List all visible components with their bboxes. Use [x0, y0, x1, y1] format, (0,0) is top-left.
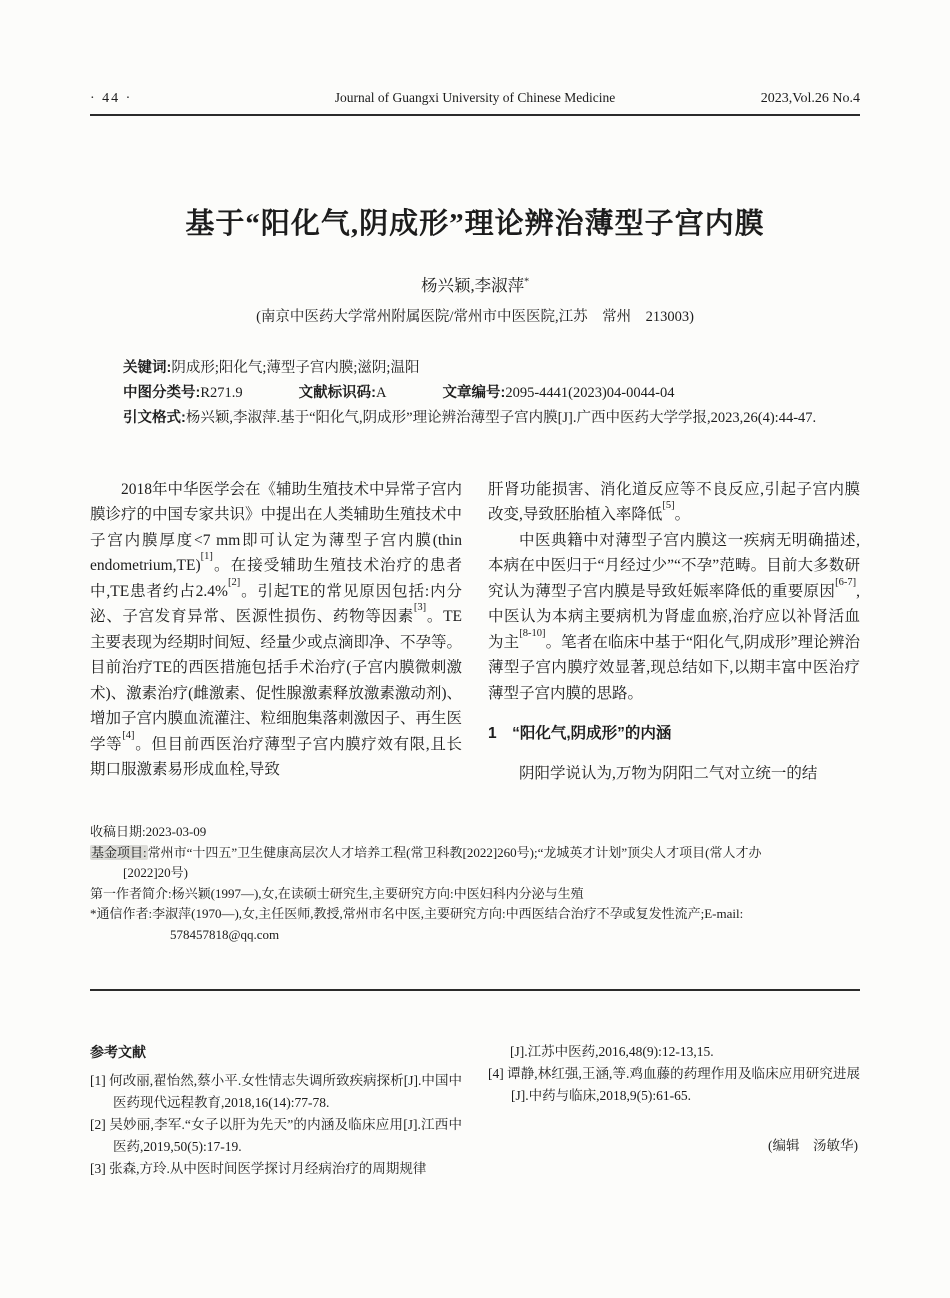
- citation-label: 引文格式:: [123, 409, 186, 426]
- doc-code-label: 文献标识码:: [298, 384, 376, 401]
- article-id-segment: [442, 385, 674, 401]
- article-id: 2095-4441(2023)04-0044-04: [505, 384, 675, 401]
- page-number: · 44 ·: [90, 91, 133, 106]
- issue-info: 2023,Vol.26 No.4: [760, 91, 860, 106]
- keywords-line: [90, 356, 860, 381]
- reference-item-3-continued: [J].江苏中医药,2016,48(9):12-13,15.: [510, 1044, 714, 1060]
- citation-line: [90, 406, 860, 431]
- editor-note: (编辑 汤敏华): [768, 1138, 858, 1154]
- fund-label: 基金项目:: [91, 844, 147, 860]
- section-1-heading: 1 “阳化气,阴成形”的内涵: [488, 725, 672, 743]
- doc-code-segment: [299, 385, 387, 401]
- clc-segment: [123, 385, 243, 401]
- body-paragraph-1: 2018年中华医学会在《辅助生殖技术中异常子宫内膜诊疗的中国专家共识》中提出在人类辅助生殖技术中子宫内膜厚度<7 mm即可认定为薄型子宫内膜(thin endometrium,TE)[1]。在接受辅助生殖技术治疗的患者中,TE患者约占2.4%[2]。引起TE的常见原因包括:内分泌、子宫发育异常、医源性损伤、药物等因素[3]。TE主要表现为经期时间短、经量少或点滴即净、不孕等。目前治疗TE的西医措施包括手术治疗(子宫内膜微刺激术)、激素治疗(雌激素、促性腺激素释放激素激动剂)、增加子宫内膜血流灌注、粒细胞集落刺激因子、再生医学等[4]。但目前西医治疗薄型子宫内膜疗效有限,且长期口服激素易形成血栓,导致: [90, 480, 463, 779]
- clc-label: 中图分类号:: [123, 384, 201, 401]
- references-right-column: [488, 1041, 860, 1180]
- received-date-line: [90, 822, 860, 843]
- corresponding-author-email: 578457818@qq.com: [170, 926, 280, 942]
- clc-number: R271.9: [200, 384, 243, 401]
- keywords-text: 阴成形;阳化气;薄型子宫内膜;滋阴;温阳: [171, 359, 420, 376]
- fund-line-continued: [2022]20号): [123, 865, 188, 881]
- footnote-block: [90, 822, 860, 945]
- corresponding-author-line: *通信作者:李淑萍(1970—),女,主任医师,教授,常州市名中医,主要研究方向:中西医结合治疗不孕或复发性流产;E-mail:: [90, 906, 744, 922]
- references-section: [90, 1041, 860, 1180]
- author-line: [90, 272, 860, 296]
- author-names: 杨兴颖,李淑萍: [420, 275, 525, 295]
- article-body: [90, 477, 860, 787]
- reference-item-1: [1] 何改丽,翟怡然,蔡小平.女性情志失调所致疾病探析[J].中国中医药现代远程教育,2018,16(14):77-78.: [90, 1073, 462, 1111]
- article-title: 基于“阳化气,阴成形”理论辨治薄型子宫内膜: [185, 208, 765, 240]
- corresponding-author-mark: *: [524, 276, 530, 288]
- body-paragraph-1-continued: 肝肾功能损害、消化道反应等不良反应,引起子宫内膜改变,导致胚胎植入率降低[5]。: [488, 480, 860, 524]
- classification-line: [90, 381, 860, 406]
- body-left-column: [90, 477, 462, 787]
- affiliation: (南京中医药大学常州附属医院/常州市中医医院,江苏 常州 213003): [256, 308, 694, 325]
- body-right-column: [488, 477, 860, 787]
- received-date: 2023-03-09: [145, 824, 207, 840]
- article-id-label: 文章编号:: [442, 384, 506, 401]
- page-header: [90, 90, 860, 116]
- body-paragraph-3: 阴阳学说认为,万物为阴阳二气对立统一的结: [519, 764, 818, 782]
- keywords-label: 关键词:: [123, 359, 172, 376]
- doc-code: A: [375, 384, 387, 401]
- references-left-column: [90, 1041, 462, 1180]
- reference-item-2: [2] 吴妙丽,李军.“女子以肝为先天”的内涵及临床应用[J].江西中医药,2019,50(5):17-19.: [90, 1117, 462, 1155]
- reference-item-4: [4] 谭静,林红强,王涵,等.鸡血藤的药理作用及临床应用研究进展[J].中药与临床,2018,9(5):61-65.: [488, 1066, 860, 1104]
- first-author-bio-line: 第一作者简介:杨兴颖(1997—),女,在读硕士研究生,主要研究方向:中医妇科内分泌与生殖: [90, 885, 584, 901]
- fund-text: 常州市“十四五”卫生健康高层次人才培养工程(常卫科教[2022]260号);“龙城英才计划”顶尖人才项目(常人才办: [147, 844, 762, 860]
- fund-line: [90, 843, 860, 864]
- meta-block: [90, 356, 860, 431]
- journal-name: Journal of Guangxi University of Chinese Medicine: [334, 90, 616, 105]
- body-paragraph-2: 中医典籍中对薄型子宫内膜这一疾病无明确描述,本病在中医归于“月经过少”“不孕”范畴。目前大多数研究认为薄型子宫内膜是导致妊娠率降低的重要原因[6-7],中医认为本病主要病机为肾虚血瘀,治疗应以补肾活血为主[8-10]。笔者在临床中基于“阳化气,阴成形”理论辨治薄型子宫内膜疗效显著,现总结如下,以期丰富中医治疗薄型子宫内膜的思路。: [488, 531, 860, 702]
- references-divider: [90, 989, 860, 991]
- citation-text: 杨兴颖,李淑萍.基于“阳化气,阴成形”理论辨治薄型子宫内膜[J].广西中医药大学学报,2023,26(4):44-47.: [185, 409, 817, 426]
- references-heading: 参考文献: [90, 1044, 146, 1061]
- received-date-label: 收稿日期:: [90, 824, 146, 840]
- reference-item-3: [3] 张森,方玲.从中医时间医学探讨月经病治疗的周期规律: [90, 1161, 427, 1177]
